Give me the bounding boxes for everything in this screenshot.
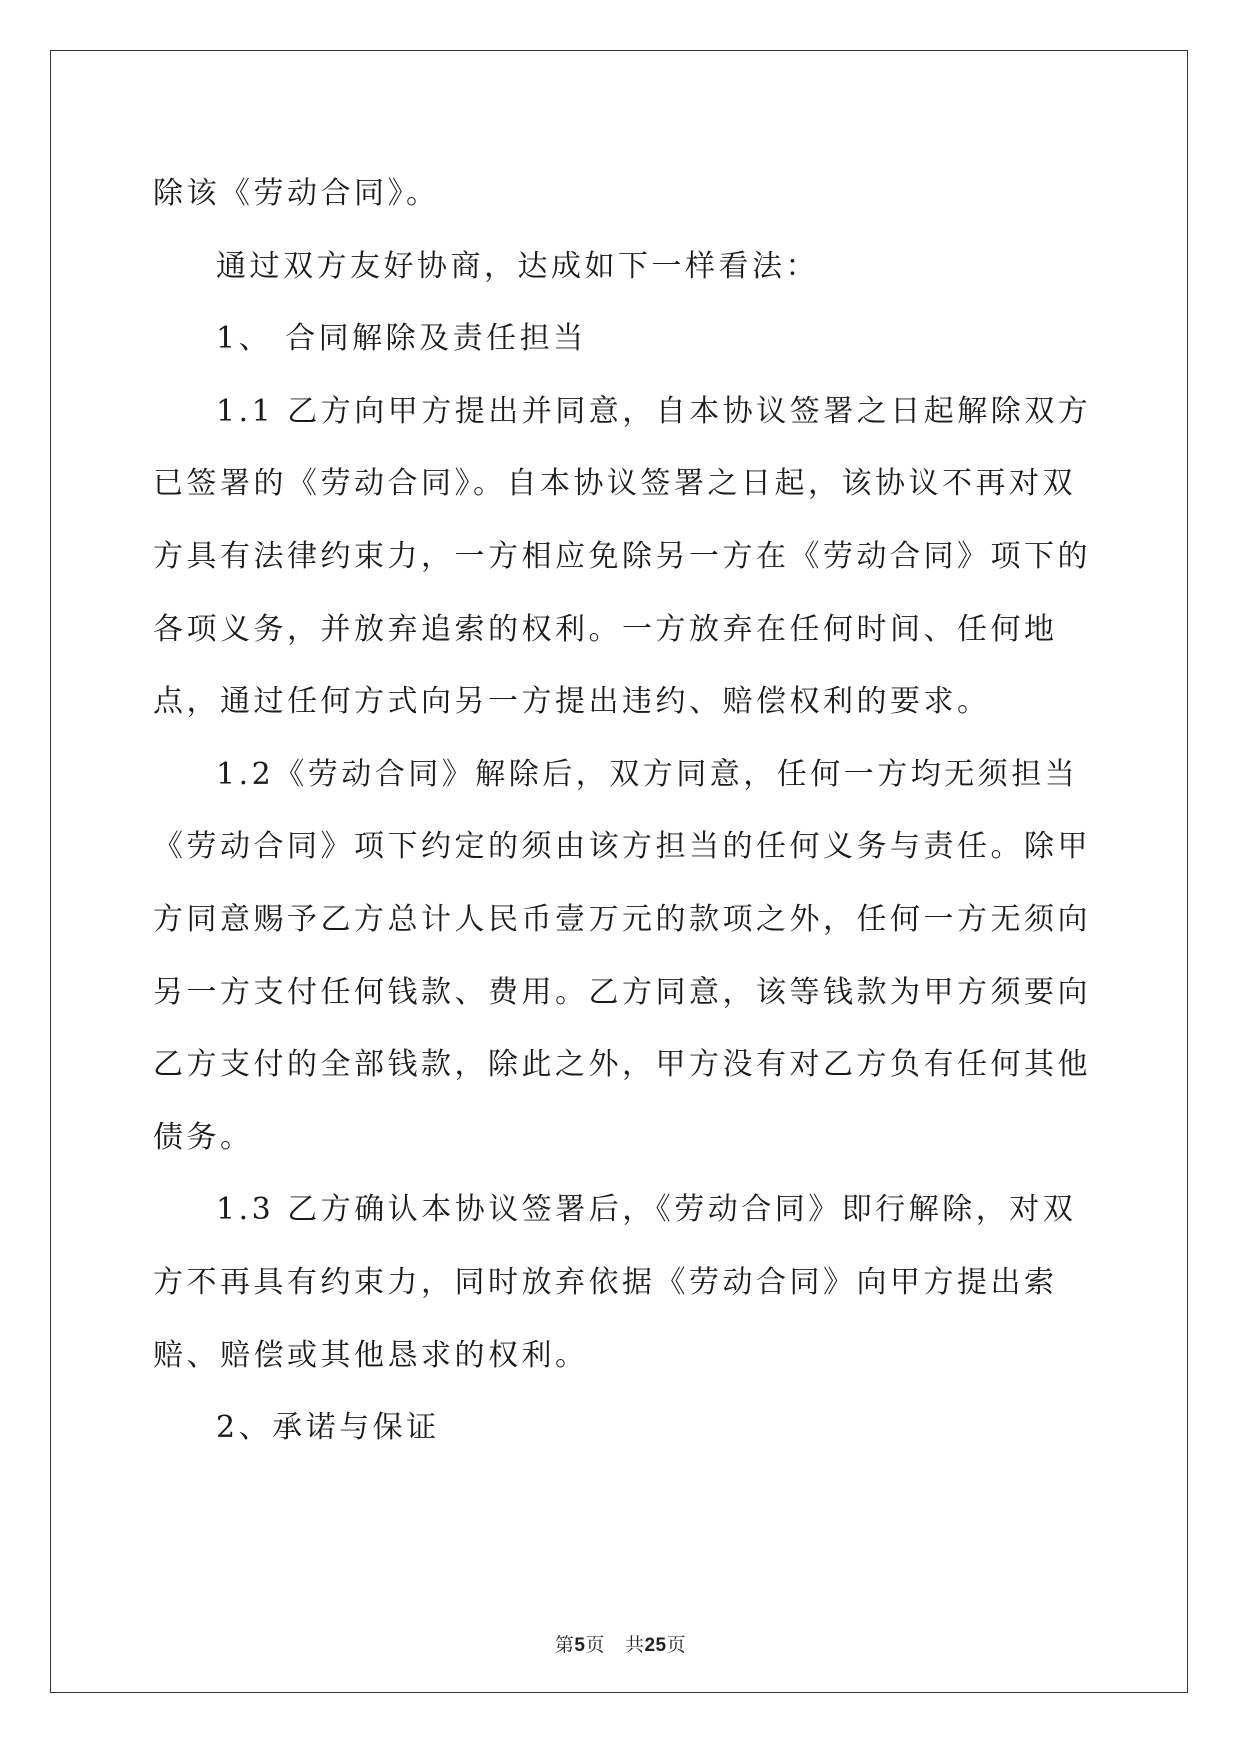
footer-page-suffix: 页 [585,1634,605,1656]
paragraph: 除该《劳动合同》。 [153,176,440,211]
total-pages: 25 [644,1635,667,1656]
footer-total-prefix: 共 [624,1634,645,1656]
paragraph: 1.2《劳动合同》解除后，双方同意，任何一方均无须担当《劳动合同》项下约定的须由该方担当的任何义务与责任。除甲方同意赐予乙方总计人民币壹万元的款项之外，任何一方无须向另一方支付任何钱款、费用。乙方同意，该等钱款为甲方须要向乙方支付的全部钱款，除此之外，甲方没有对乙方负有任何其他债务。 [153,756,1091,1155]
footer-prefix: 第 [554,1634,575,1656]
section-heading: 2、承诺与保证 [216,1410,440,1446]
paragraph: 1.3 乙方确认本协议签署后，《劳动合同》即行解除，对双方不再具有约束力，同时放弃依据《劳动合同》向甲方提出索赔、赔偿或其他恳求的权利。 [153,1192,1077,1373]
document-body [153,158,1093,1465]
footer-total-suffix: 页 [666,1634,687,1656]
paragraph: 通过双方友好协商，达成如下一样看法： [216,248,819,284]
page-footer [0,1630,1241,1657]
page-number: 5 [574,1635,586,1656]
section-heading: 1、 合同解除及责任担当 [216,321,587,357]
paragraph: 1.1 乙方向甲方提出并同意，自本协议签署之日起解除双方已签署的《劳动合同》。自本协议签署之日起，该协议不再对双方具有法律约束力，一方相应免除另一方在《劳动合同》项下的各项义务，并放弃追索的权利。一方放弃在任何时间、任何地点，通过任何方式向另一方提出违约、赔偿权利的要求。 [153,393,1092,720]
